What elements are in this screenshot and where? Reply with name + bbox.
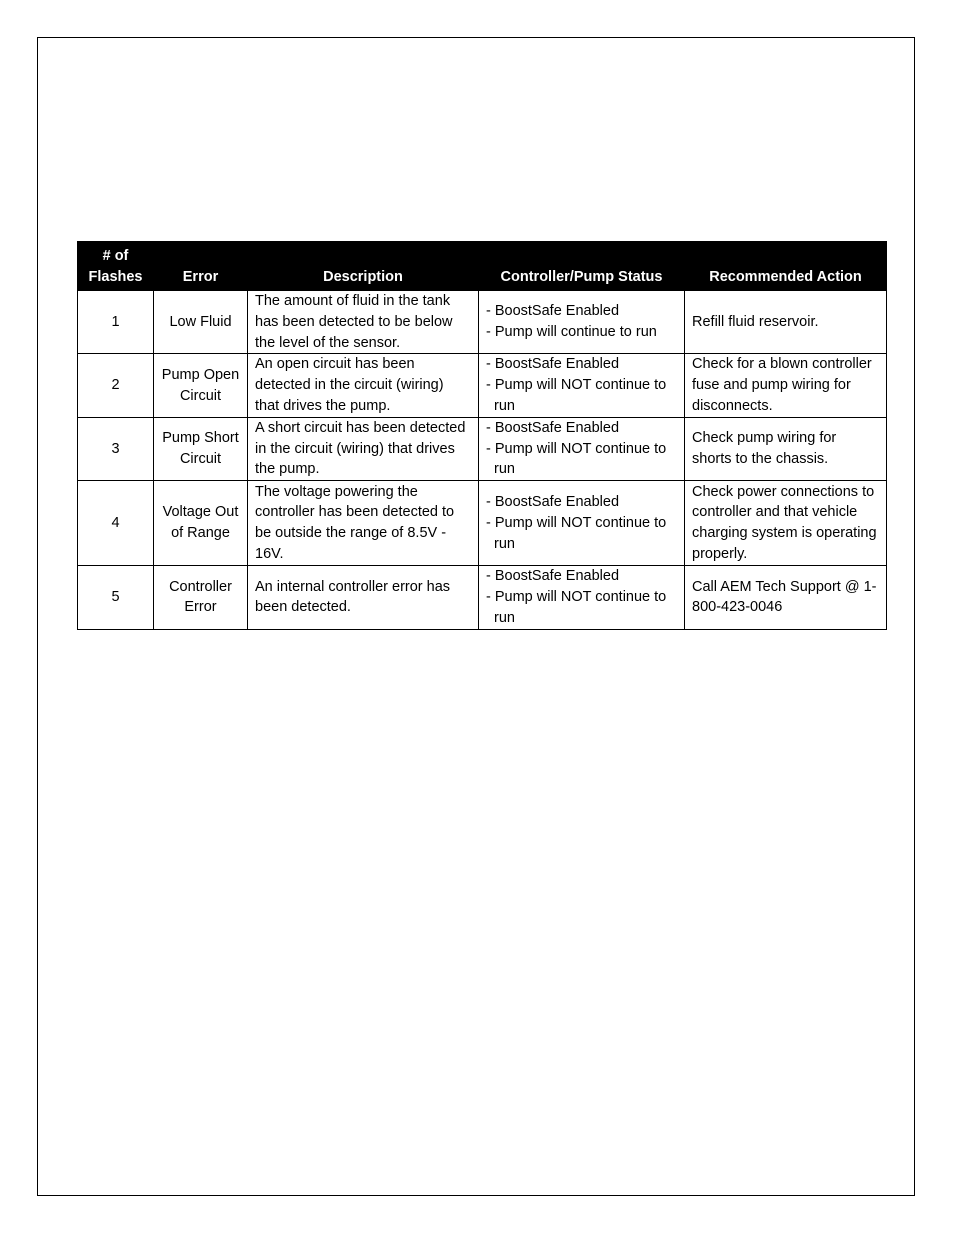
status-line: - BoostSafe Enabled [486,419,620,436]
status-line: - BoostSafe Enabled [486,303,620,320]
cell-action: Check for a blown controller fuse and pump wiring for disconnects. [685,354,887,417]
cell-status [479,291,685,354]
table-row [78,291,887,354]
cell-status [479,354,685,417]
cell-error: Voltage Out of Range [154,481,248,566]
cell-error: Controller Error [154,566,248,629]
header-flashes: # of Flashes [78,242,154,291]
header-status: Controller/Pump Status [479,242,685,291]
cell-flashes: 2 [78,354,154,417]
cell-action: Check power connections to controller and that vehicle charging system is operating properly. [685,481,887,566]
status-line: - BoostSafe Enabled [486,493,620,510]
status-line: - Pump will NOT continue to run [486,377,667,414]
header-description: Description [248,242,479,291]
status-line: - BoostSafe Enabled [486,568,620,585]
cell-description: A short circuit has been detected in the circuit (wiring) that drives the pump. [248,417,479,480]
cell-status [479,481,685,566]
cell-action: Refill fluid reservoir. [685,291,887,354]
table-row [78,354,887,417]
cell-flashes: 1 [78,291,154,354]
error-codes-table [77,241,887,630]
cell-error: Low Fluid [154,291,248,354]
status-line: - Pump will NOT continue to run [486,440,667,478]
header-error: Error [154,242,248,291]
status-line: - Pump will continue to run [486,324,657,341]
header-action: Recommended Action [685,242,887,291]
status-line: - Pump will NOT continue to run [486,514,667,552]
table-header-row [78,242,887,291]
cell-description: An internal controller error has been detected. [248,566,479,629]
table-row [78,566,887,629]
cell-description: The voltage powering the controller has been detected to be outside the range of 8.5V - 16V. [248,481,479,566]
status-line: - Pump will NOT continue to run [486,588,667,626]
cell-status [479,566,685,629]
cell-action: Check pump wiring for shorts to the chassis. [685,417,887,480]
cell-flashes: 5 [78,566,154,629]
status-line: - BoostSafe Enabled [486,356,620,373]
cell-error: Pump Short Circuit [154,417,248,480]
cell-description: The amount of fluid in the tank has been detected to be below the level of the sensor. [248,291,479,354]
cell-error: Pump Open Circuit [154,354,248,417]
cell-status [479,417,685,480]
table-row [78,417,887,480]
cell-action: Call AEM Tech Support @ 1-800-423-0046 [685,566,887,629]
table-row [78,481,887,566]
cell-flashes: 3 [78,417,154,480]
cell-flashes: 4 [78,481,154,566]
cell-description: An open circuit has been detected in the circuit (wiring) that drives the pump. [248,354,479,417]
